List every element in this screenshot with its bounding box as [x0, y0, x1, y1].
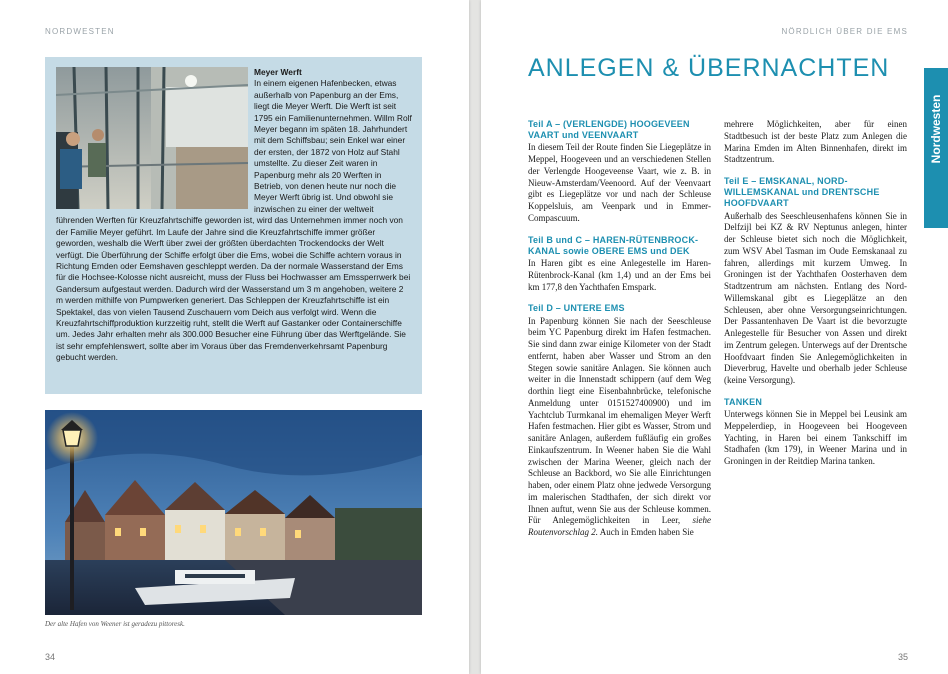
paragraph-teil-d	[528, 316, 711, 539]
paragraph-tanken: Unterwegs können Sie in Meppel bei Leusink am Meppelerdiep, in Hoogeveen bei Hoogeveen Yachting, in Haren bei einem Tankschiff im Stadhafen (km 179), in Weener Marina und in Groningen in der Reitdiep Marina tanken.	[724, 409, 907, 467]
paragraph-teil-d-continued: mehrere Möglichkeiten, aber für einen Stadtbesuch ist der beste Platz zum Anlegen die Marina Emden im Alten Binnenhafen, direkt im Stadtzentrum.	[724, 119, 907, 165]
page-number-left: 34	[45, 652, 56, 662]
paragraph-teil-e: Außerhalb des Seeschleusenhafens können Sie in Delfzijl bei KZ & RV Neptunus anlegen, hinter der Schleuse bietet sich noch die Möglichkeit, zum WSV Abel Tasman im Oude Eemskanaal zu fahren, allerdings mit kurzem Umweg. In Groningen ist der Yachthafen Oosterhaven dem Stadtzentrum am nächsten. Entlang des Nord-Willemskanal gibt es Liegeplätze an den Schleusen, aber ohne Versorgungseinrichtungen. Der Passantenhaven De Vaart ist die bevorzugte Anlegestelle für Besucher von Assen und direkt im Zentrum gelegen. Unterwegs auf der Drentsche Hoofdvaart finden Sie Anlegemöglichkeiten in Dieverbrug, Havelte und oberhalb jeder Schleuse (keine Versorgung).	[724, 210, 907, 386]
right-page	[481, 0, 948, 674]
heading-teil-e: Teil E – EMSKANAL, NORD-WILLEMSKANAL und DRENTSCHE HOOFDVAART	[724, 176, 880, 209]
infobox-text: In einem eigenen Hafenbecken, etwas außerhalb von Papenburg an der Ems, liegt die Meyer Werft. Die Werft ist seit 1795 ein Familienunternehmen. Willm Rolf Meyer begann im späten 18. Jahrhundert mit dem Schiffsbau; sein Enkel war einer der ersten, der 1872 von Holz auf Stahl umstellte. Zu dieser Zeit waren in Papenburg mehr als 20 Werften in Betrieb, von denen heute nur noch die Meyer Werft übrig ist. Und obwohl sie inzwischen zu einer der weltweit führenden Werften für Kreuzfahrtschiffe geworden ist, wird das Unternehmen immer noch von der Familie Meyer geführt. Im Laufe der Jahre sind die Kreuzfahrtschiffe immer größer geworden, weshalb die Werft über zwei der größten überdachten Trockendocks der Welt verfügt. Die Überführung der Schiffe erfolgt über die Ems, wobei die Schiffe achtern voraus in Richtung Emden oder Eemshaven geschleppt werden. Da der normale Wasserstand der Ems für die Hochsee-Kolosse nicht ausreicht, muss der Fluss bei Hochwasser am Emssperrwerk bei Gandersum aufgestaut werden. Dadurch wird der Wasserstand um 3 m angehoben, weitere 2 m werden mithilfe von Pumpwerken generiert. Das Schleppen der Kreuzfahrtschiffe ist ein Spektakel, das von vielen Tausend Zuschauern vom Deich aus verfolgt wird. Wenn die Kreuzfahrtschiffproduktion kurzzeitig ruht, stellt die Werft auf Gastanker oder Containerschiffe um. Jedes Jahr erhalten mehr als 300.000 Besucher eine Führung über das Werftgelände. Sie ist sehr empfehlenswert, sollte aber im Voraus über das Fremdenverkehrsamt Papenburg gebucht werden.	[56, 78, 412, 363]
paragraph-teil-a: In diesem Teil der Route finden Sie Liegeplätze in Meppel, Hoogeveen und an verschiedenen Stellen der Verlengde Hoogeveense Vaart, wie z. B. in Nieuw-Amsterdam/Veenoord. Auf der Veenvaart gibt es Liegeplätze vor und nach der Schleuse Koppelsluis, am Veenpark und in Emmer-Compascuum.	[528, 142, 711, 223]
paragraph-teil-d-main: In Papenburg können Sie nach der Seeschleuse beim YC Papenburg direkt im Hafen festmachen. Sie sind dann zwar einige Kilometer von der Stadt entfernt, haben aber Wasser und Strom an den Stegen sowie sanitäre Anlagen. Sie können auch weiter in die Innenstadt schippern (auf dem Weg dorthin liegt eine Eisenbahnbrücke, telefonische Anmeldung unter 0151527400900) und im Yachtclub Turmkanal im ehemaligen Meyer Werft Hafen festmachen. Hier gibt es Wasser, Strom und sanitäre Anlagen, außerdem fußläufig ein großes Einkaufszentrum. In Weener haben Sie die Wahl zwischen der Marina Weener, gleich nach der Schleuse an Backbord, wo Sie alle Einrichtungen haben, oder einem Platz ohne jedwede Versorgung im malerischen Stadthafen, der sich direkt vor Ihnen auftut, wenn Sie aus der Schleuse kommen. Für Anlegemöglichkeiten in Leer,	[528, 315, 711, 526]
paragraph-teil-d-end: Auch in Emden haben Sie	[599, 527, 694, 538]
shipyard-photo	[56, 67, 248, 209]
left-page	[0, 0, 469, 674]
weener-harbour-photo	[45, 410, 422, 615]
heading-teil-d: Teil D – UNTERE EMS	[528, 303, 625, 314]
text-column-right	[724, 119, 907, 478]
chapter-tab	[924, 68, 948, 228]
routenvorschlag-reference: siehe Routenvorschlag 2.	[528, 515, 712, 538]
text-column-left	[528, 119, 711, 549]
running-head-left: NORDWESTEN	[45, 27, 115, 36]
infobox-title: Meyer Werft	[254, 67, 302, 77]
meyer-werft-infobox	[45, 57, 422, 394]
page-number-right: 35	[897, 652, 908, 662]
heading-teil-a: Teil A – (VERLENGDE) HOOGEVEEN VAART und VEENVAART	[528, 119, 690, 141]
photo-caption: Der alte Hafen von Weener ist geradezu pittoresk.	[45, 620, 185, 628]
heading-teil-b-c: Teil B und C – HAREN-RÜTENBROCK-KANAL sowie OBERE EMS und DEK	[528, 234, 699, 256]
paragraph-teil-b-c: In Haren gibt es eine Anlegestelle im Haren-Rütenbrock-Kanal (km 1,4) und an der Ems bei km 177,8 den Yachthafen Emspark.	[528, 258, 711, 292]
heading-tanken: TANKEN	[724, 396, 763, 407]
section-title: ANLEGEN & ÜBERNACHTEN	[528, 54, 890, 82]
chapter-tab-label: Nordwesten	[929, 94, 943, 164]
running-head-right: NÖRDLICH ÜBER DIE EMS	[781, 27, 908, 36]
